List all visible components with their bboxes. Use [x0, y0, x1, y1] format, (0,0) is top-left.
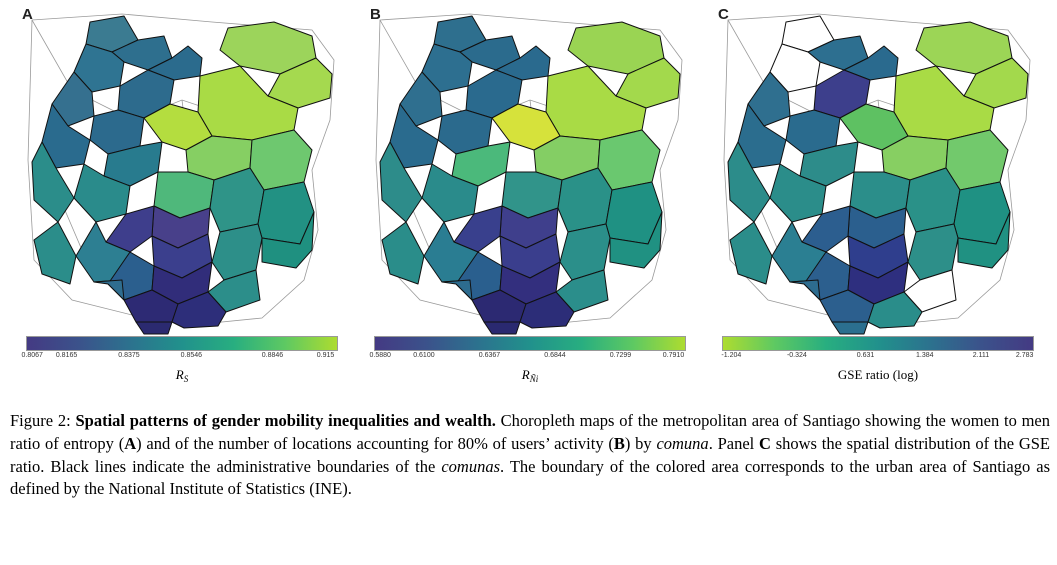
panel-c-colorbar-gradient [722, 336, 1034, 351]
panel-b-letter: B [370, 6, 381, 23]
panel-a-colorbar-gradient [26, 336, 338, 351]
tick-label: 1.384 [916, 352, 934, 359]
tick-label: 0.8375 [118, 352, 140, 359]
tick-label: 0.8846 [261, 352, 284, 359]
tick-label: 2.111 [972, 352, 990, 359]
panel-c [708, 0, 1048, 400]
panel-b-colorbar-label [374, 367, 686, 384]
tick-label: 0.7910 [662, 352, 685, 359]
caption-text-6: . The boundary of the colored area corresponds to the urban area of Santiago as defined by the National Institute of Statistics (INE). [10, 456, 1050, 499]
tick-label: 0.6367 [478, 352, 501, 359]
panel-c-colorbar-ticks [722, 351, 1034, 365]
colorbar-variable: R [521, 367, 530, 382]
panel-a [12, 0, 352, 400]
panel-b [360, 0, 700, 400]
panel-b-colorbar-gradient [374, 336, 686, 351]
caption-text-3: ) by [624, 433, 657, 453]
panel-c-colorbar [722, 336, 1034, 383]
caption-text-2: ) and of the number of locations accounting for 80% of users’ activity ( [136, 433, 614, 453]
caption-text-1: Choropleth maps of the metropolitan area of Santiago showing the women to men ratio of entropy ( [10, 411, 1050, 453]
caption-ref-a: A [124, 433, 137, 453]
panel-a-letter: A [22, 6, 33, 23]
tick-label: 0.6844 [544, 352, 566, 359]
colorbar-variable-subscript: Ñi [529, 374, 539, 385]
panel-c-colorbar-label: GSE ratio (log) [837, 367, 919, 382]
panel-a-map [12, 0, 352, 340]
choropleth-map-b [360, 0, 700, 340]
choropleth-map-c [708, 0, 1048, 340]
tick-label: 0.7299 [609, 352, 632, 359]
panel-a-colorbar-ticks [21, 351, 338, 365]
caption-figure-number: Figure 2: [10, 411, 71, 430]
tick-label: 0.915 [316, 352, 335, 359]
caption-ref-b: B [613, 433, 625, 453]
tick-label: 0.6100 [413, 352, 435, 359]
caption-italic-comuna: comuna [656, 433, 709, 453]
panel-b-map [360, 0, 700, 340]
tick-label: -0.324 [786, 352, 807, 359]
panel-b-colorbar [369, 336, 686, 385]
tick-label: 0.631 [856, 352, 875, 359]
tick-label: 0.8165 [55, 352, 78, 359]
figure-caption [10, 410, 1050, 501]
caption-italic-comunas: comunas [441, 456, 500, 476]
panel-c-map [708, 0, 1048, 340]
caption-text-4: . Panel [708, 433, 760, 453]
panel-b-colorbar-ticks [369, 351, 686, 365]
tick-label: 0.8067 [21, 352, 43, 359]
panel-c-letter: C [718, 6, 729, 23]
panel-a-colorbar [21, 336, 338, 385]
caption-ref-c: C [759, 433, 771, 453]
tick-label: -1.204 [721, 352, 742, 359]
tick-label: 0.8546 [180, 352, 203, 359]
colorbar-variable-subscript: S [183, 374, 189, 385]
tick-label: 0.5880 [369, 352, 391, 359]
choropleth-map-a [12, 0, 352, 340]
caption-text-5: shows the spatial distribution of the GSE ratio. Black lines indicate the administrative boundaries of the [10, 433, 1050, 476]
panel-a-colorbar-label [26, 367, 338, 384]
caption-title: Spatial patterns of gender mobility inequalities and wealth. [75, 411, 496, 430]
colorbar-variable: R [175, 367, 184, 382]
tick-label: 2.783 [1015, 352, 1034, 359]
